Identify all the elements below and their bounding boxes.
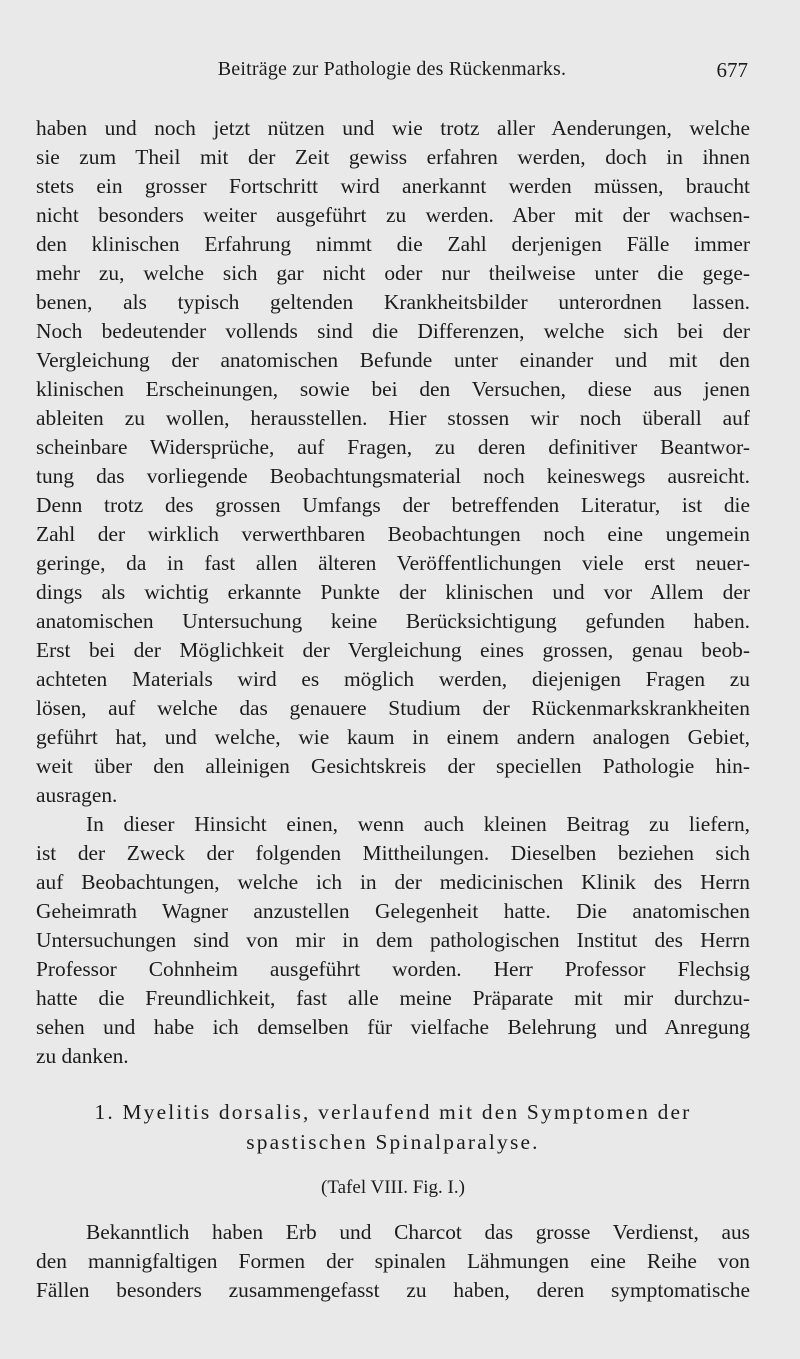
page-number: 677: [716, 58, 748, 82]
text-line: Fällen besonders zusammengefasst zu haben, deren symptomatische: [36, 1278, 750, 1302]
text-line: scheinbare Widersprüche, auf Fragen, zu deren definitiver Beantwor-: [36, 435, 750, 459]
paragraph-3: [36, 1218, 750, 1305]
text-line: Erst bei der Möglichkeit der Vergleichung eines grossen, genau beob-: [36, 638, 750, 662]
text-line: Noch bedeutender vollends sind die Differenzen, welche sich bei der: [36, 319, 750, 343]
text-line: Professor Cohnheim ausgeführt worden. Herr Professor Flechsig: [36, 957, 750, 981]
text-line: haben und noch jetzt nützen und wie trotz aller Aenderungen, welche: [36, 116, 750, 140]
text-line: achteten Materials wird es möglich werden, diejenigen Fragen zu: [36, 667, 750, 691]
text-line: weit über den alleinigen Gesichtskreis der speciellen Pathologie hin-: [36, 754, 750, 778]
text-line: stets ein grosser Fortschritt wird anerkannt werden müssen, braucht: [36, 174, 750, 198]
section-heading-line-1: 1. Myelitis dorsalis, verlaufend mit den Symptomen der: [94, 1100, 692, 1124]
text-line: ausragen.: [36, 783, 118, 807]
text-line: Untersuchungen sind von mir in dem pathologischen Institut des Herrn: [36, 928, 750, 952]
text-line: Zahl der wirklich verwerthbaren Beobachtungen noch eine ungemein: [36, 522, 750, 546]
text-line: In dieser Hinsicht einen, wenn auch kleinen Beitrag zu liefern,: [86, 812, 750, 836]
text-line: nicht besonders weiter ausgeführt zu werden. Aber mit der wachsen-: [36, 203, 750, 227]
text-line: sehen und habe ich demselben für vielfache Belehrung und Anregung: [36, 1015, 750, 1039]
text-line: Bekanntlich haben Erb und Charcot das grosse Verdienst, aus: [86, 1220, 750, 1244]
text-line: Vergleichung der anatomischen Befunde unter einander und mit den: [36, 348, 750, 372]
text-line: anatomischen Untersuchung keine Berücksichtigung gefunden haben.: [36, 609, 750, 633]
text-line: tung das vorliegende Beobachtungsmaterial noch keineswegs ausreicht.: [36, 464, 750, 488]
text-line: dings als wichtig erkannte Punkte der klinischen und vor Allem der: [36, 580, 750, 604]
text-line: ist der Zweck der folgenden Mittheilungen. Dieselben beziehen sich: [36, 841, 750, 865]
page-header: [36, 58, 748, 92]
section-heading-line-2: spastischen Spinalparalyse.: [246, 1130, 540, 1154]
text-line: auf Beobachtungen, welche ich in der medicinischen Klinik des Herrn: [36, 870, 750, 894]
text-line: den mannigfaltigen Formen der spinalen Lähmungen eine Reihe von: [36, 1249, 750, 1273]
text-line: Denn trotz des grossen Umfangs der betreffenden Literatur, ist die: [36, 493, 750, 517]
text-line: zu danken.: [36, 1044, 129, 1068]
text-line: ableiten zu wollen, herausstellen. Hier stossen wir noch überall auf: [36, 406, 750, 430]
plate-reference: (Tafel VIII. Fig. I.): [321, 1177, 465, 1198]
text-line: sie zum Theil mit der Zeit gewiss erfahren werden, doch in ihnen: [36, 145, 750, 169]
text-line: mehr zu, welche sich gar nicht oder nur theilweise unter die gege-: [36, 261, 750, 285]
body-text: [36, 114, 750, 1305]
text-line: hatte die Freundlichkeit, fast alle meine Präparate mit mir durchzu-: [36, 986, 750, 1010]
text-line: lösen, auf welche das genauere Studium der Rückenmarkskrankheiten: [36, 696, 750, 720]
text-line: geführt hat, und welche, wie kaum in einem andern analogen Gebiet,: [36, 725, 750, 749]
running-title: Beiträge zur Pathologie des Rückenmarks.: [217, 58, 567, 80]
section-heading: [36, 1097, 750, 1157]
text-line: klinischen Erscheinungen, sowie bei den Versuchen, diese aus jenen: [36, 377, 750, 401]
text-line: den klinischen Erfahrung nimmt die Zahl derjenigen Fälle immer: [36, 232, 750, 256]
paragraph-2: [36, 810, 750, 1071]
text-line: Geheimrath Wagner anzustellen Gelegenheit hatte. Die anatomischen: [36, 899, 750, 923]
text-line: geringe, da in fast allen älteren Veröffentlichungen viele erst neuer-: [36, 551, 750, 575]
paragraph-1: [36, 114, 750, 810]
text-line: benen, als typisch geltenden Krankheitsbilder unterordnen lassen.: [36, 290, 750, 314]
